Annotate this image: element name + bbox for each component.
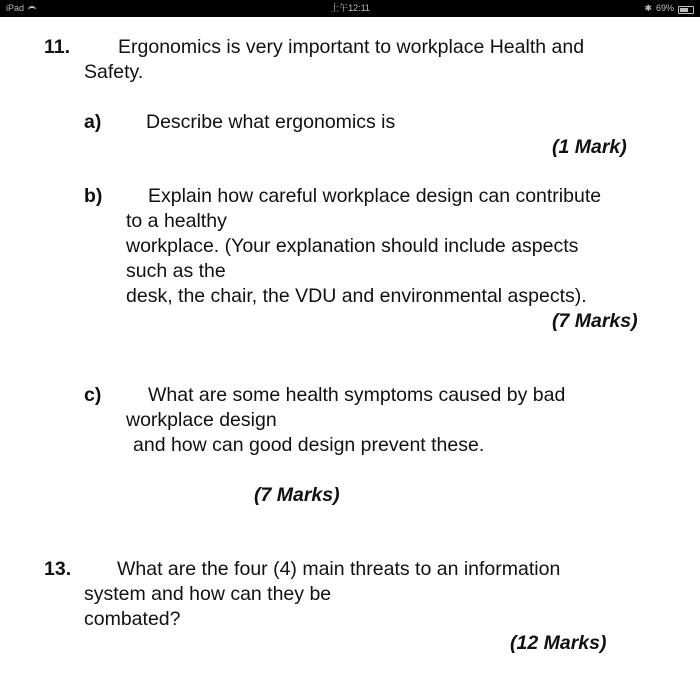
question-13-marks: (12 Marks)	[510, 632, 607, 654]
part-a-label: a)	[84, 111, 102, 133]
question-11-text-line-1: Ergonomics is very important to workplace Health and	[118, 36, 585, 58]
part-b-marks: (7 Marks)	[552, 310, 638, 332]
bluetooth-icon: ✱	[644, 3, 652, 13]
question-11-text-line-2: Safety.	[84, 61, 144, 83]
battery-fill	[680, 8, 688, 12]
status-right	[644, 0, 694, 17]
part-b-text-line-2: to a healthy	[126, 210, 227, 232]
question-11-number: 11.	[44, 36, 71, 58]
status-time: 上午12:11	[330, 3, 370, 13]
part-a-text: Describe what ergonomics is	[146, 111, 396, 133]
question-13-text-line-1: What are the four (4) main threats to an information	[117, 558, 561, 580]
device-name: iPad	[6, 3, 25, 13]
part-c-label: c)	[84, 384, 102, 406]
status-bar	[0, 0, 700, 17]
part-b-label: b)	[84, 185, 103, 207]
part-b-text-line-1: Explain how careful workplace design can contribute	[148, 185, 602, 207]
question-13-text-line-3: combated?	[84, 608, 181, 630]
part-c-text-line-2: workplace design	[126, 409, 277, 431]
part-b-text-line-4: such as the	[126, 260, 226, 282]
question-13-number: 13.	[44, 558, 72, 580]
part-c-text-line-1: What are some health symptoms caused by bad	[148, 384, 566, 406]
part-b-text-line-5: desk, the chair, the VDU and environmental aspects).	[126, 285, 587, 307]
part-b-text-line-3: workplace. (Your explanation should include aspects	[126, 235, 579, 257]
question-13-text-line-2: system and how can they be	[84, 583, 332, 605]
part-c-text-line-3: and how can good design prevent these.	[133, 434, 485, 456]
battery-percent: 69%	[655, 3, 674, 13]
battery-icon	[678, 6, 694, 14]
part-c-marks: (7 Marks)	[254, 484, 340, 506]
part-a-marks: (1 Mark)	[552, 136, 627, 158]
